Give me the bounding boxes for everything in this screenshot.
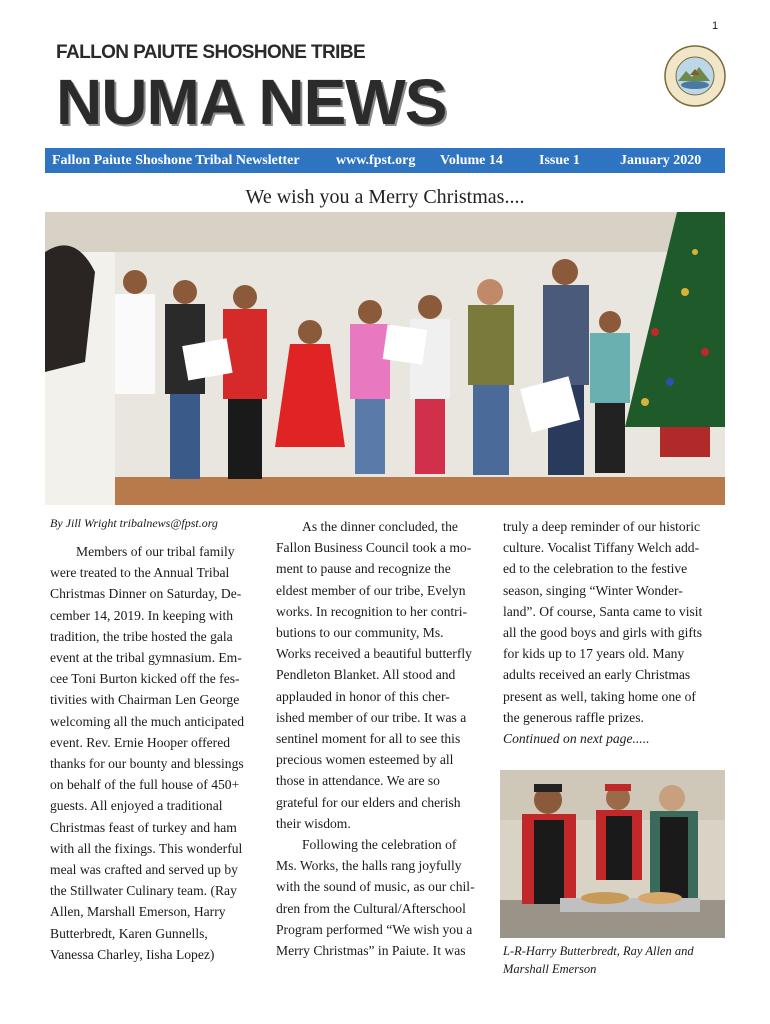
col2-line: Works received a beautiful butterfly	[276, 646, 472, 662]
col1-line: tivities with Chairman Len George	[50, 692, 240, 708]
col2-line: ment to pause and recognize the	[276, 561, 451, 577]
col1-line: on behalf of the full house of 450+	[50, 777, 240, 793]
article-headline: We wish you a Merry Christmas....	[245, 186, 525, 208]
col3-line: culture. Vocalist Tiffany Welch add-	[503, 540, 700, 556]
page-number: 1	[712, 20, 719, 32]
article-column-1	[50, 541, 265, 965]
col3-line: all the good boys and girls with gifts	[503, 625, 702, 641]
col2-line: sentinel moment for all to see this	[276, 731, 461, 747]
issue-label: Issue 1	[539, 152, 580, 168]
col2-line: eldest member of our tribe, Evelyn	[276, 582, 466, 598]
photo-caption: L-R-Harry Butterbredt, Ray Allen and Marshall Emerson	[503, 944, 694, 976]
article-column-3	[503, 516, 728, 749]
col1-line: Allen, Marshall Emerson, Harry	[50, 904, 226, 920]
col2-line: Program performed “We wish you a	[276, 921, 473, 937]
col1-line: tradition, the tribe hosted the gala	[50, 628, 233, 644]
masthead-title: NUMA NEWS	[56, 66, 447, 138]
article-column-2	[276, 516, 496, 961]
volume-label: Volume 14	[440, 152, 503, 168]
col1-line: welcoming all the much anticipated	[50, 713, 245, 729]
col1-line: event at the tribal gymnasium. Em-	[50, 650, 242, 666]
col2-line: grateful for our elders and cherish	[276, 794, 461, 810]
issue-date: January 2020	[620, 152, 702, 168]
col3-line: adults received an early Christmas	[503, 667, 691, 683]
col2-line: As the dinner concluded, the	[302, 519, 458, 534]
newsletter-name: Fallon Paiute Shoshone Tribal Newsletter	[52, 152, 300, 168]
choir-photo	[45, 212, 725, 505]
col1-line: Christmas Dinner on Saturday, De-	[50, 586, 242, 602]
col1-line: with all the fixings. This wonderful	[50, 840, 243, 856]
col1-line: Christmas feast of turkey and ham	[50, 819, 237, 835]
col3-line: ed to the celebration to the festive	[503, 561, 688, 577]
continued-link[interactable]: Continued on next page.....	[503, 731, 650, 747]
col2-line: Following the celebration of	[302, 837, 457, 853]
col2-line: Ms. Works, the halls rang joyfully	[276, 858, 462, 874]
col1-line: cee Toni Burton kicked off the fes-	[50, 671, 240, 687]
col2-line: applauded in honor of this cher-	[276, 688, 450, 704]
info-bar	[45, 148, 725, 173]
col1-line: guests. All enjoyed a traditional	[50, 798, 223, 814]
col2-line: butions to our community, Ms.	[276, 625, 444, 641]
culinary-team-photo	[500, 770, 725, 938]
col3-line: truly a deep reminder of our historic	[503, 519, 701, 534]
col2-line: ished member of our tribe. It was a	[276, 709, 467, 725]
col2-line: with the sound of music, as our chil-	[276, 879, 475, 895]
col2-line: Merry Christmas” in Paiute. It was	[276, 943, 466, 959]
col3-line: season, singing “Winter Wonder-	[503, 582, 683, 598]
col1-line: cember 14, 2019. In keeping with	[50, 607, 234, 623]
col2-line: Pendleton Blanket. All stood and	[276, 667, 456, 683]
col3-line: for kids up to 17 years old. Many	[503, 646, 685, 662]
col2-line: their wisdom.	[276, 815, 351, 831]
col2-line: precious women esteemed by all	[276, 752, 454, 768]
col2-line: dren from the Cultural/Afterschool	[276, 900, 466, 916]
col1-line: meal was crafted and served up by	[50, 862, 238, 878]
col2-line: those in attendance. We are so	[276, 773, 440, 789]
col3-line: land”. Of course, Santa came to visit	[503, 603, 703, 619]
col1-line: were treated to the Annual Tribal	[50, 565, 230, 581]
col2-line: Fallon Business Council took a mo-	[276, 540, 472, 556]
col1-line: Vanessa Charley, Iisha Lopez)	[50, 946, 215, 962]
col1-line: thanks for our bounty and blessings	[50, 756, 244, 772]
byline: By Jill Wright tribalnews@fpst.org	[50, 516, 218, 530]
col1-line: event. Rev. Ernie Hooper offered	[50, 734, 231, 750]
col3-line: present as well, taking home one of	[503, 688, 696, 704]
tribal-seal-logo	[664, 45, 726, 107]
col2-line: works. In recognition to her contri-	[276, 603, 468, 619]
col1-line: Butterbredt, Karen Gunnells,	[50, 925, 208, 941]
col1-line: the Stillwater Culinary team. (Ray	[50, 883, 237, 899]
website-link[interactable]: www.fpst.org	[336, 152, 416, 168]
col3-line: the generous raffle prizes.	[503, 709, 644, 725]
col1-line: Members of our tribal family	[76, 544, 235, 559]
tribe-name: FALLON PAIUTE SHOSHONE TRIBE	[56, 42, 366, 63]
